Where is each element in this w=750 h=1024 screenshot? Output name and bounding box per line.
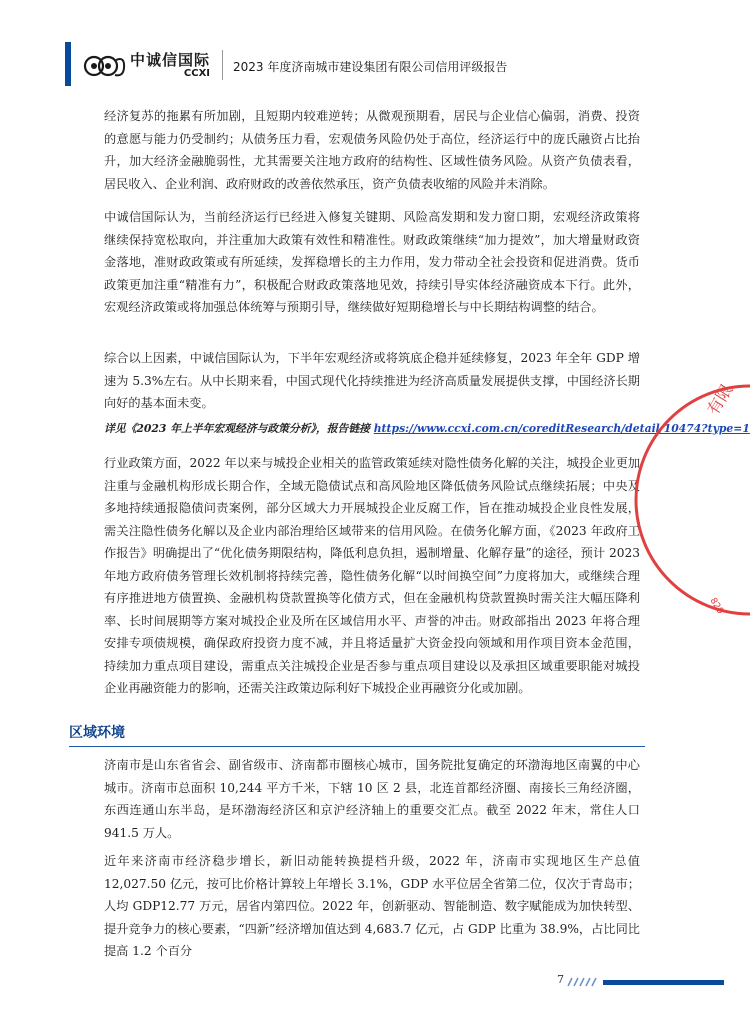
page-number: 7 bbox=[557, 973, 564, 986]
logo-cn-text: 中诚信国际 bbox=[130, 51, 211, 69]
body-paragraph: 中诚信国际认为，当前经济运行已经进入修复关键期、风险高发期和发力窗口期，宏观经济政策将继续保持宽松取向，并注重加大政策有效性和精准性。财政政策继续“加力提效”，加大增量财政资金落地，准财政政策或有所延续，发挥稳增长的主力作用，发力带动全社会投资和促进消费。货币政策更加注重“精准有力”，积极配合财政政策落地见效，持续引导实体经济融资成本下行。此外，宏观经济政策或将加强总体统筹与预期引导，继续做好短期稳增长与中长期结构调整的结合。 bbox=[104, 210, 640, 314]
paragraph-jinan-economy bbox=[104, 850, 640, 963]
ccxi-logo bbox=[82, 48, 210, 84]
paragraph-policy-outlook bbox=[104, 206, 640, 319]
stamp-text-1: 有限 bbox=[703, 380, 737, 419]
stamp-text-2: 829 bbox=[707, 596, 726, 617]
body-paragraph: 近年来济南市经济稳步增长，新旧动能转换提档升级，2022 年，济南市实现地区生产总值 12,027.50 亿元，按可比价格计算较上年增长 3.1%，GDP 水平位居全省第二位，仅次于青岛市；人均 GDP12.77 万元，居省内第四位。2022 年，创新驱动、智能制造、数字赋能成为加快转型、提升竞争力的核心要素，“四新”经济增加值达到 4,683.7 亿元，占 GDP 比重为 38.9%，占比同比提高 1.2 个百分 bbox=[104, 854, 640, 958]
company-seal-stamp bbox=[690, 380, 750, 620]
logo-en-text: CCXI bbox=[183, 68, 211, 79]
report-title: 2023 年度济南城市建设集团有限公司信用评级报告 bbox=[233, 60, 508, 74]
body-paragraph: 经济复苏的拖累有所加剧，且短期内较难逆转；从微观预期看，居民与企业信心偏弱，消费、投资的意愿与能力仍受制约；从债务压力看，宏观债务风险仍处于高位，经济运行中的庞氏融资占比抬升，加大经济金融脆弱性，尤其需要关注地方政府的结构性、区域性债务风险。从资产负债表看，居民收入、企业利润、政府财政的改善依然承压，资产负债表收缩的风险并未消除。 bbox=[104, 109, 640, 191]
body-paragraph: 行业政策方面，2022 年以来与城投企业相关的监管政策延续对隐性债务化解的关注，城投企业更加注重与金融机构形成长期合作，全域无隐债试点和高风险地区降低债务风险试点继续拓展；中央及多地持续通报隐债问责案例，部分区域大力开展城投企业反腐工作，旨在推动城投企业良性发展，需关注隐性债务化解以及企业内部治理给区域带来的信用风险。在债务化解方面，《2023 年政府工作报告》明确提出了“优化债务期限结构，降低利息负担，遏制增量、化解存量”的途径，预计 2023 年地方政府债务管理长效机制将持续完善，隐性债务化解“以时间换空间”力度将加大，或继续合理有序推进地方债置换、金融机构贷款置换等化债方式，但在金融机构贷款置换时需关注大幅压降利率、长时间展期等方案对城投企业及所在区域信用水平、声誉的冲击。财政部指出 2023 年将合理安排专项债规模，确保政府投资力度不减，并且将适量扩大资金投向领域和用作项目资本金范围，持续加力重点项目建设，需重点关注城投企业是否参与重点项目建设以及承担区域重要职能对城投企业再融资能力的影响，还需关注政策边际利好下城投企业再融资分化或加剧。 bbox=[104, 456, 640, 695]
paragraph-summary bbox=[104, 347, 640, 415]
report-link-line bbox=[104, 421, 750, 439]
section-title-regional-environment: 区域环境 bbox=[69, 725, 125, 741]
paragraph-industry-policy bbox=[104, 452, 640, 700]
page-header bbox=[0, 0, 724, 95]
body-paragraph: 综合以上因素，中诚信国际认为，下半年宏观经济或将筑底企稳并延续修复，2023 年全年 GDP 增速为 5.3%左右。从中长期来看，中国式现代化持续推进为经济高质量发展提供支撑，中国经济长期向好的基本面未变。 bbox=[104, 351, 640, 410]
footer-accent-bar bbox=[603, 980, 724, 985]
section-divider bbox=[69, 746, 645, 747]
paragraph-economy-risks bbox=[104, 105, 640, 195]
footer-stripes-decoration bbox=[568, 978, 598, 986]
header-accent-bar bbox=[65, 42, 71, 86]
ccxi-logo-icon bbox=[82, 48, 128, 84]
body-paragraph: 济南市是山东省省会、副省级市、济南都市圈核心城市，国务院批复确定的环渤海地区南翼的中心城市。济南市总面积 10,244 平方千米，下辖 10 区 2 县，北连首都经济圈、南接长三角经济圈，东西连通山东半岛，是环渤海经济区和京沪经济轴上的重要交汇点。截至 2022 年末，常住人口 941.5 万人。 bbox=[104, 758, 640, 840]
report-link[interactable]: https://www.ccxi.com.cn/coreditResearch/detail/10474?type=1 bbox=[373, 422, 750, 435]
header-divider bbox=[222, 50, 223, 80]
paragraph-jinan-overview bbox=[104, 754, 640, 844]
link-prefix: 详见《2023 年上半年宏观经济与政策分析》，报告链接 bbox=[104, 422, 374, 435]
